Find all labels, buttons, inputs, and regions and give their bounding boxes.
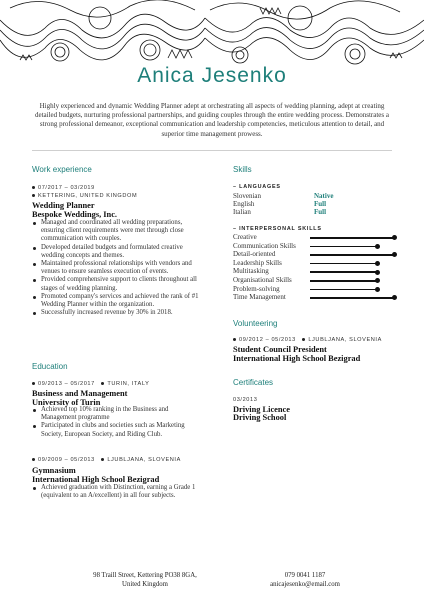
skill-level-bar xyxy=(310,246,377,248)
skill-name: Detail-oriented xyxy=(233,250,276,259)
interpersonal-label: – INTERPERSONAL SKILLS xyxy=(233,226,322,232)
skill-level-marker xyxy=(375,261,380,266)
footer-address xyxy=(70,572,220,589)
skill-name: Communication Skills xyxy=(233,241,296,250)
work-experience-heading: Work experience xyxy=(32,165,92,174)
skill-level-bar xyxy=(310,254,394,256)
list-item: Maintained professional relationships with vendors and venues to ensure seamless execution of events. xyxy=(32,260,202,276)
language-level: Full xyxy=(314,208,327,216)
skill-level-bar xyxy=(310,271,377,273)
language-name: English xyxy=(233,200,255,208)
skill-level-bar xyxy=(310,289,377,291)
education-school: University of Turin xyxy=(32,398,101,407)
language-level: Native xyxy=(314,192,334,200)
skill-level-bar xyxy=(310,280,377,282)
skill-level-bar xyxy=(310,263,377,265)
certificate-org: Driving School xyxy=(233,413,287,422)
skill-level-marker xyxy=(375,287,380,292)
skill-level-marker xyxy=(375,270,380,275)
skill-level-marker xyxy=(392,295,397,300)
candidate-name: Anica Jesenko xyxy=(137,64,287,87)
certificate-date: 03/2013 xyxy=(233,397,258,403)
skills-heading: Skills xyxy=(233,165,252,174)
education-meta: 09/2009 – 05/2013 LJUBLJANA, SLOVENIA xyxy=(32,457,181,463)
skill-level-marker xyxy=(375,278,380,283)
language-name: Italian xyxy=(233,208,251,216)
skill-name: Creative xyxy=(233,233,257,241)
address-line: United Kingdom xyxy=(122,580,168,588)
volunteering-org: International High School Bezigrad xyxy=(233,354,361,363)
list-item: Achieved graduation with Distinction, earning a Grade 1 (equivalent to an A/excellent) in all four subjects. xyxy=(32,484,202,500)
list-item: Managed and coordinated all wedding preparations, ensuring client requirements were met through close communication with couples. xyxy=(32,219,202,244)
language-name: Slovenian xyxy=(233,192,261,200)
work-company: Bespoke Weddings, Inc. xyxy=(32,210,118,219)
work-bullets xyxy=(32,219,202,317)
education-title: Business and Management xyxy=(32,389,128,398)
education-meta: 09/2013 – 05/2017 TURIN, ITALY xyxy=(32,381,149,387)
list-item: Participated in clubs and societies such as Marketing Society, European Society, and Riding Club. xyxy=(32,422,202,438)
education-bullets xyxy=(32,484,202,500)
education-bullets xyxy=(32,406,202,439)
skill-level-bar xyxy=(310,237,394,239)
work-location: KETTERING, UNITED KINGDOM xyxy=(32,193,137,199)
education-school: International High School Bezigrad xyxy=(32,475,160,484)
list-item: Promoted company's services and achieved the rank of #1 Wedding Planner within the organization. xyxy=(32,293,202,309)
skill-level-marker xyxy=(392,235,397,240)
decorative-header-pattern xyxy=(0,0,424,70)
volunteering-title: Student Council President xyxy=(233,345,327,354)
education-title: Gymnasium xyxy=(32,466,76,475)
education-heading: Education xyxy=(32,362,68,371)
list-item: Provided comprehensive support to clients throughout all stages of wedding planning. xyxy=(32,276,202,292)
language-level: Full xyxy=(314,200,327,208)
skill-name: Leadership Skills xyxy=(233,258,282,267)
list-item: Achieved top 10% ranking in the Business and Management programme xyxy=(32,406,202,422)
footer-contact xyxy=(250,572,360,589)
email-address: anicajesenko@email.com xyxy=(270,580,340,588)
skill-level-bar xyxy=(310,297,394,299)
list-item: Successfully increased revenue by 30% in 2018. xyxy=(32,309,202,317)
skill-level-marker xyxy=(392,252,397,257)
volunteering-meta: 09/2012 – 05/2013 LJUBLJANA, SLOVENIA xyxy=(233,337,382,343)
divider xyxy=(32,150,392,151)
certificates-heading: Certificates xyxy=(233,378,274,387)
volunteering-heading: Volunteering xyxy=(233,319,278,328)
skill-name: Multitasking xyxy=(233,267,269,276)
certificate-title: Driving Licence xyxy=(233,405,290,414)
profile-summary: Highly experienced and dynamic Wedding Planner adept at orchestrating all aspects of wedding planning, adept at creating detailed budgets, nurturing professional partnerships, and guiding couples through the entire wedding process. Demonstrates a strong professional demeanor, exceptional communication and leadership competencies, meticulous attention to detail, and superior time management prowess. xyxy=(35,102,389,138)
skill-name: Organisational Skills xyxy=(233,276,292,284)
skill-level-marker xyxy=(375,244,380,249)
skill-name: Time Management xyxy=(233,293,286,302)
languages-label: – LANGUAGES xyxy=(233,184,281,190)
work-title: Wedding Planner xyxy=(32,201,95,210)
list-item: Developed detailed budgets and formulated creative wedding concepts and themes. xyxy=(32,244,202,260)
skill-name: Problem-solving xyxy=(233,284,280,293)
address-line: 98 Traill Street, Kettering PO38 8GA, xyxy=(93,572,197,579)
phone-number: 079 0041 1187 xyxy=(284,572,326,579)
work-dates: 07/2017 – 03/2019 xyxy=(32,185,95,191)
